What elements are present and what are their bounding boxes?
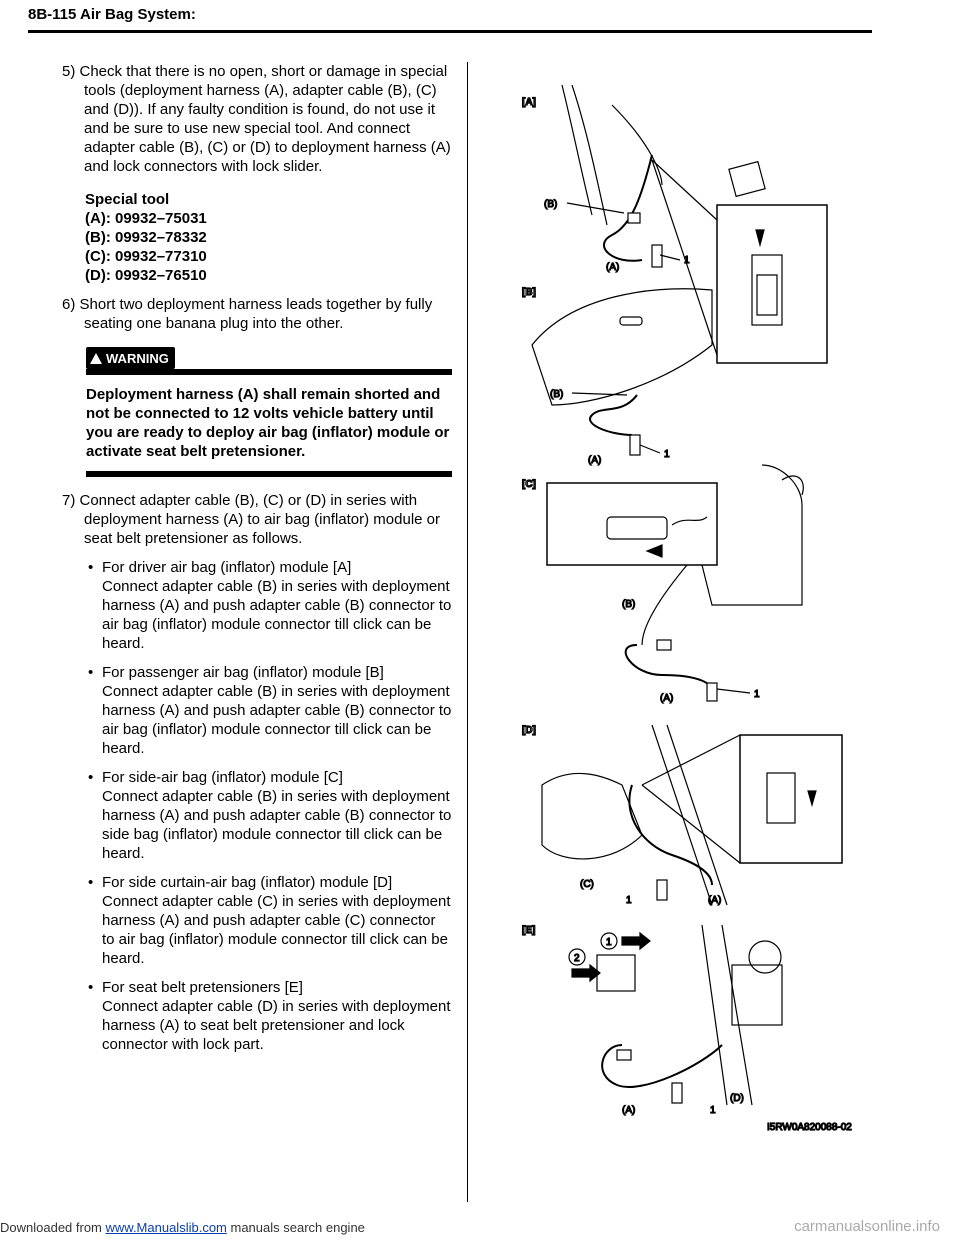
- fig-e-num-1: 1: [606, 937, 612, 948]
- list-item: • For side curtain-air bag (inflator) module [D] Connect adapter cable (C) in series with deployment harness (A) and push adapter cable (C) connector to air bag (inflator) module connector till click can be heard.: [88, 874, 451, 967]
- step-6: 6) Short two deployment harness leads together by fully seating one banana plug into the other.: [62, 296, 433, 332]
- fig-a-num-1: 1: [684, 255, 690, 266]
- fig-c-num-1: 1: [754, 689, 760, 700]
- tool-a: (A): 09932–75031: [85, 210, 207, 227]
- installation-figure: [512, 85, 872, 1145]
- step-7: 7) Connect adapter cable (B), (C) or (D) in series with deployment harness (A) to air bag (inflator) module or seat belt pretensioner as follows.: [62, 492, 441, 547]
- warning-box: [86, 347, 452, 477]
- fig-d-num-1: 1: [626, 895, 632, 906]
- page-header: 8B-115 Air Bag System:: [28, 6, 196, 23]
- fig-c-label-a: (A): [660, 693, 674, 704]
- fig-b-label-b: (B): [550, 389, 564, 400]
- list-item: • For passenger air bag (inflator) module [B] Connect adapter cable (B) in series with deployment harness (A) and push adapter cable (B) connector to air bag (inflator) module connector till click can be heard.: [88, 664, 452, 757]
- warning-badge: WARNING: [86, 347, 175, 369]
- watermark: carmanualsonline.info: [794, 1218, 940, 1235]
- column-divider: [467, 62, 468, 1202]
- figure-id: I5RW0A820088-02: [767, 1122, 852, 1133]
- fig-d-label-c: (C): [580, 879, 594, 890]
- fig-e-label-a: (A): [622, 1105, 636, 1116]
- download-footer: Downloaded from www.Manualslib.com manuals search engine: [0, 1220, 365, 1235]
- instruction-column: [62, 62, 452, 1064]
- section-c-label: [C]: [522, 479, 536, 490]
- fig-a-label-b: (B): [544, 199, 558, 210]
- manualslib-link[interactable]: www.Manualslib.com: [105, 1220, 227, 1235]
- fig-b-num-1: 1: [664, 449, 670, 460]
- section-e-label: [E]: [522, 925, 536, 936]
- special-tool-title: Special tool: [85, 191, 170, 208]
- tool-b: (B): 09932–78332: [85, 229, 207, 246]
- inset-box-c: [547, 483, 717, 565]
- section-d-label: [D]: [522, 725, 536, 736]
- header-rule: [28, 30, 872, 33]
- fig-e-label-d: (D): [730, 1093, 744, 1104]
- section-b-label: [B]: [522, 287, 536, 298]
- warning-text: Deployment harness (A) shall remain shorted and not be connected to 12 volts vehicle battery until you are ready to deploy air bag (inflator) module or activate seat belt pretensioner.: [86, 386, 450, 460]
- inset-box-ab: [717, 205, 827, 363]
- tool-c: (C): 09932–77310: [85, 248, 207, 265]
- fig-c-label-b: (B): [622, 599, 636, 610]
- warning-icon: [90, 353, 102, 364]
- section-a-label: [A]: [522, 97, 536, 108]
- fig-a-label-a: (A): [606, 262, 620, 273]
- list-item: • For seat belt pretensioners [E] Connect adapter cable (D) in series with deployment harness (A) to seat belt pretensioner and lock connector with lock part.: [88, 979, 451, 1053]
- list-item: • For driver air bag (inflator) module [A] Connect adapter cable (B) in series with deployment harness (A) and push adapter cable (B) connector to air bag (inflator) module connector till click can be heard.: [88, 559, 452, 652]
- fig-b-label-a: (A): [588, 455, 602, 466]
- fig-e-num-2: 2: [574, 953, 580, 964]
- bullet-list: [86, 558, 452, 1054]
- fig-d-label-a: (A): [708, 895, 722, 906]
- warning-bottom-bar: [86, 471, 452, 477]
- list-item: • For side-air bag (inflator) module [C] Connect adapter cable (B) in series with deployment harness (A) and push adapter cable (B) connector to side bag (inflator) module connector till click can be heard.: [88, 769, 452, 862]
- inset-box-d: [740, 735, 842, 863]
- fig-e-num-1b: 1: [710, 1105, 716, 1116]
- step-5: 5) Check that there is no open, short or damage in special tools (deployment harness (A), adapter cable (B), (C) and (D)). If any faulty condition is found, do not use it and be sure to use new special tool. And connect adapter cable (B), (C) or (D) to deployment harness (A) and lock connectors with lock slider.: [62, 63, 451, 175]
- tool-d: (D): 09932–76510: [85, 267, 207, 284]
- warning-top-bar: [86, 369, 452, 375]
